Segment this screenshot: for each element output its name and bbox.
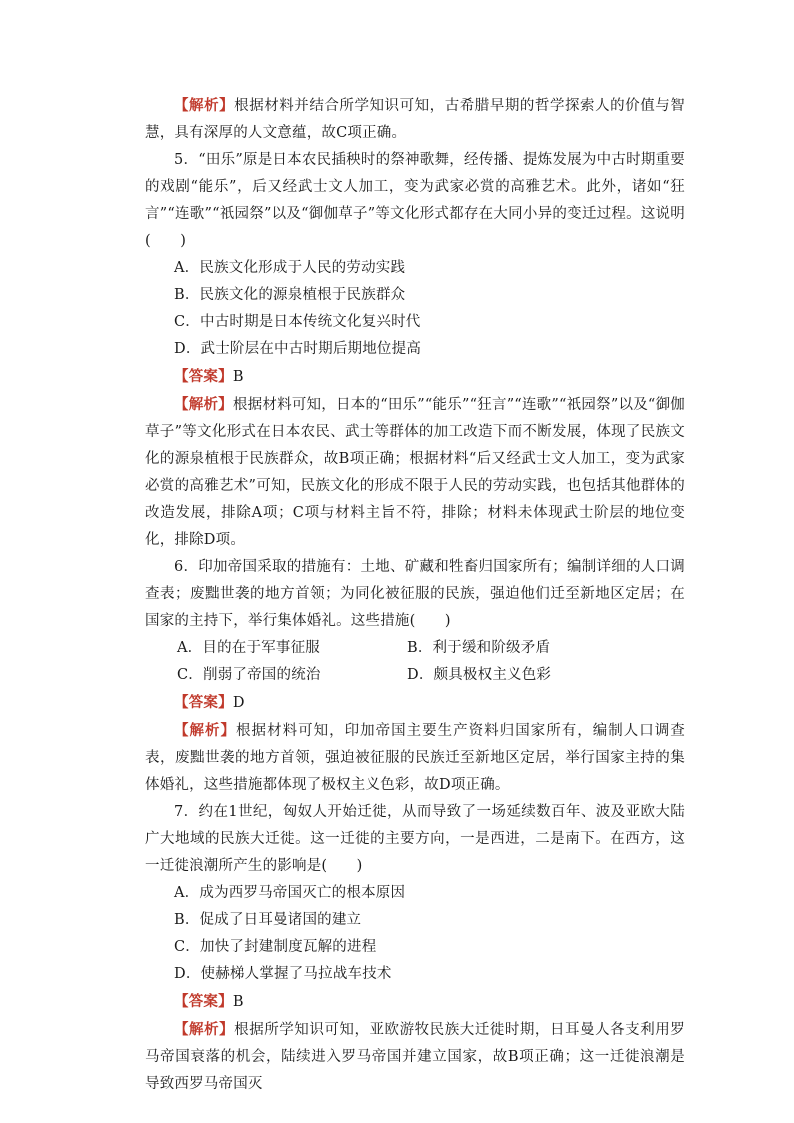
question-7-option-a: A．成为西罗马帝国灭亡的根本原因 <box>174 885 406 901</box>
answer-label: 【答案】 <box>174 368 233 385</box>
answer-value: B <box>232 994 244 1010</box>
answer-value: D <box>232 695 245 711</box>
analysis-text: 根据材料并结合所学知识可知，古希腊早期的哲学探索人的价值与智慧，具有深厚的人文意蕴，故C项正确。 <box>145 98 685 141</box>
question-6-option-c: C．削弱了帝国的统治 <box>177 667 321 683</box>
question-6-option-b: B．利于缓和阶级矛盾 <box>407 640 551 656</box>
question-6-answer <box>145 689 685 717</box>
question-5-option-a: A．民族文化形成于人民的劳动实践 <box>174 260 406 276</box>
analysis-text: 根据材料可知，印加帝国主要生产资料归国家所有，编制人口调查表，废黜世袭的地方首领，强迫被征服的民族迁至新地区定居，举行国家主持的集体婚礼，这些措施都体现了极权主义色彩，故D项正确。 <box>145 723 685 793</box>
answer-value: B <box>232 369 244 385</box>
question-6-options-row-1 <box>145 635 685 662</box>
question-5-answer <box>145 363 685 391</box>
analysis-paragraph-q4 <box>145 92 685 147</box>
analysis-label: 【解析】 <box>174 97 235 114</box>
question-7-stem: 7．约在1世纪，匈奴人开始迁徙，从而导致了一场延续数百年、波及亚欧大陆广大地域的民族大迁徙。这一迁徙的主要方向，一是西进，二是南下。在西方，这一迁徙浪潮所产生的影响是( ) <box>145 804 685 874</box>
analysis-text: 根据所学知识可知，亚欧游牧民族大迁徙时期，日耳曼人各支利用罗马帝国衰落的机会，陆续进入罗马帝国并建立国家，故B项正确；这一迁徙浪潮是导致西罗马帝国灭 <box>145 1022 685 1092</box>
analysis-text: 根据材料可知，日本的“田乐”“能乐”“狂言”“连歌”“祇园祭”以及“御伽草子”等文化形式在日本农民、武士等群体的加工改造下而不断发展，体现了民族文化的源泉植根于民族群众，故B项正确；根据材料“后又经武士文人加工，变为武家必赏的高雅艺术”可知，民族文化的形成不限于人民的劳动实践，也包括其他群体的改造发展，排除A项；C项与材料主旨不符，排除；材料未体现武士阶层的地位变化，排除D项。 <box>145 397 685 548</box>
question-6-options-row-2 <box>145 662 685 689</box>
question-5-option-c: C．中古时期是日本传统文化复兴时代 <box>174 314 421 330</box>
question-5-stem: 5．“田乐”原是日本农民插秧时的祭神歌舞，经传播、提炼发展为中古时期重要的戏剧“能乐”，后又经武士文人加工，变为武家必赏的高雅艺术。此外，诸如“狂言”“连歌”“祇园祭”以及“御伽草子”等文化形式都存在大同小异的变迁过程。这说明( ) <box>145 152 685 249</box>
question-7-option-b: B．促成了日耳曼诸国的建立 <box>174 912 362 928</box>
question-6-option-a: A．目的在于军事征服 <box>177 640 320 656</box>
question-5-option-d: D．武士阶层在中古时期后期地位提高 <box>174 341 422 357</box>
question-7-option-d: D．使赫梯人掌握了马拉战车技术 <box>174 966 392 982</box>
question-7-answer <box>145 988 685 1016</box>
analysis-label: 【解析】 <box>174 396 233 413</box>
document-content <box>145 92 685 1098</box>
answer-label: 【答案】 <box>174 993 233 1010</box>
question-5-option-b: B．民族文化的源泉植根于民族群众 <box>174 287 406 303</box>
question-6-option-d: D．颇具极权主义色彩 <box>407 667 552 683</box>
question-7-analysis <box>145 1016 685 1098</box>
analysis-label: 【解析】 <box>174 722 237 739</box>
analysis-label: 【解析】 <box>174 1021 235 1038</box>
answer-label: 【答案】 <box>174 694 233 711</box>
question-5-analysis <box>145 391 685 554</box>
question-6-stem: 6．印加帝国采取的措施有：土地、矿藏和牲畜归国家所有；编制详细的人口调查表；废黜世袭的地方首领；为同化被征服的民族，强迫他们迁至新地区定居；在国家的主持下，举行集体婚礼。这些措施( ) <box>145 559 685 629</box>
question-7-option-c: C．加快了封建制度瓦解的进程 <box>174 939 377 955</box>
question-6-analysis <box>145 717 685 799</box>
